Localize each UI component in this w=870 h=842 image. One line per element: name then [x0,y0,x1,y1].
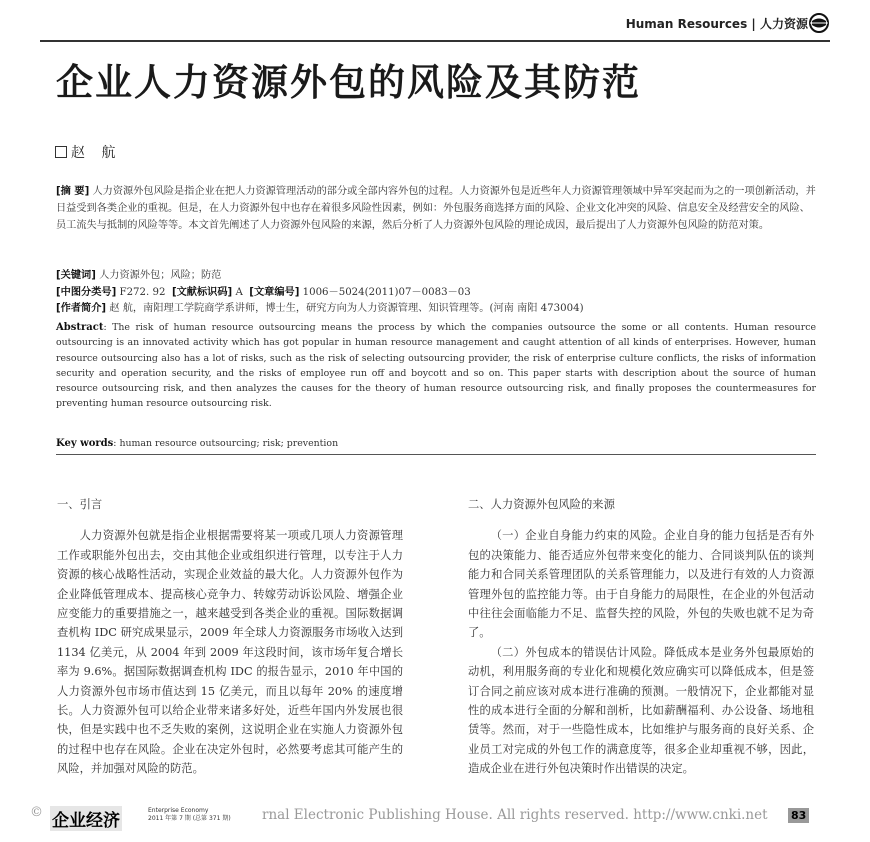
body-column-left [57,495,403,779]
class-value: F272. 92 [119,287,166,298]
section-heading-intro: 一、引言 [57,498,103,511]
journal-logo: 企业经济 [50,806,122,831]
keywords-en: Key words: human resource outsourcing; risk; prevention [56,438,339,449]
running-header-en: Human Resources [625,17,748,31]
running-header-cn: 人力资源 [759,17,808,31]
keywords-en-label: Key words [56,438,114,449]
author-info-label: [作者简介] [56,303,107,314]
author-info [56,301,816,318]
keywords-cn-text: 人力资源外包；风险；防范 [99,270,222,281]
abstract-en-text: The risk of human resource outsourcing means the process by which the companies outsource the some or all contents. Human resource outsourcing is an innovated activity which has got popular in human resource management and caught attention of all kinds of enterprises. However, human resource outsourcing also has a lot of risks, such as the risk of selecting outsourcing provider, the risk of enterprise culture conflicts, the risks of information security and operation security, and the risks of employee run off and boycott and so on. This paper starts with description about the source of human resource outsourcing risk, and then analyzes the causes for the theory of human resource outsourcing risk, and finally proposes the countermeasures for preventing human resource outsourcing risk. [56,322,817,410]
globe-logo-icon [808,12,830,34]
journal-issue [148,807,231,823]
meta-divider [56,454,816,455]
classification-line [56,285,816,302]
abstract-en: Abstract: The risk of human resource outsourcing means the process by which the companies outsource the some or all contents. Human resource outsourcing is an innovated activity which has got popular in human resource management and caught attention of all kinds of enterprises. However, human resource outsourcing also has a lot of risks, such as the risk of selecting outsourcing provider, the risk of enterprise culture conflicts, the risks of information security and operation security, and the risks of employee run off and boycott and so on. This paper starts with description about the source of human resource outsourcing risk, and then analyzes the causes for the theory of human resource outsourcing risk, and finally proposes the countermeasures for preventing human resource outsourcing risk. [56,322,817,410]
author-box-icon [55,146,67,158]
paragraph: （二）外包成本的错误估计风险。降低成本是业务外包最原始的动机，利用服务商的专业化和规模化效应确实可以降低成本，但是签订合同之前应该对成本进行准确的预测。一般情况下，企业都能对显性的成本进行全面的分解和剖析，比如薪酬福利、办公设备、场地租赁等。然而，对于一些隐性成本，比如维护与服务商的良好关系、企业员工对完成的外包工作的满意度等，很多企业却重视不够，因此，造成企业在进行外包决策时作出错误的决定。 [468,645,814,776]
paragraph: 人力资源外包就是指企业根据需要将某一项或几项人力资源管理工作或职能外包出去，交由其他企业或组织进行管理，以专注于人力资源的核心战略性活动，实现企业效益的最大化。人力资源外包作为企业降低管理成本、提高核心竞争力、转嫁劳动诉讼风险、增强企业应变能力的重要措施之一，越来越受到各类企业的重视。国际数据调查机构 IDC 研究成果显示，2009 年全球人力资源服务市场收入达到 1134 亿美元，从 2004 年到 2009 年这段时间，该市场年复合增长率为 9.6%。据国际数据调查机构 IDC 的报告显示，2010 年中国的人力资源外包市场市值达到 15 亿美元，而且以每年 20% 的速度增长。人力资源外包可以给企业带来诸多好处，近些年国内外发展也很快，但是实践中也不乏失败的案例，这说明企业在实施人力资源外包的过程中也存在风险。企业在决定外包时，必然要考虑其可能产生的风险，并加强对风险的防范。 [57,529,403,776]
journal-name-en: Enterprise Economy [148,807,209,814]
keywords-cn [56,268,816,285]
author-line [55,142,121,162]
running-header [626,15,808,32]
header-rule [40,40,830,42]
page-number: 83 [788,808,809,823]
doc-code-value: A [235,287,243,298]
doc-code-label: [文献标识码] [171,287,233,298]
abstract-en-label: Abstract [56,322,104,333]
article-no-value: 1006－5024(2011)07－0083－03 [302,287,471,298]
class-label: [中图分类号] [56,287,117,298]
article-no-label: [文章编号] [249,287,300,298]
abstract-cn [56,184,816,234]
copyright-symbol: © [30,805,43,820]
running-header-separator: | [751,17,756,31]
keywords-en-text: human resource outsourcing; risk; prevention [119,438,339,449]
author-info-text: 赵 航，南阳理工学院商学系讲师，博士生，研究方向为人力资源管理、知识管理等。(河南 南阳 473004) [109,303,584,314]
journal-issue-number: 2011 年第 7 期 (总第 371 期) [148,815,231,822]
keywords-cn-label: [关键词] [56,270,96,281]
copyright-notice: rnal Electronic Publishing House. All rights reserved. http://www.cnki.net [262,807,768,823]
article-title: 企业人力资源外包的风险及其防范 [56,61,641,104]
body-column-right [468,495,814,779]
section-heading-sources: 二、人力资源外包风险的来源 [468,498,615,511]
abstract-cn-label: [摘 要] [56,186,90,197]
abstract-cn-text: 人力资源外包风险是指企业在把人力资源管理活动的部分或全部内容外包的过程。人力资源外包是近些年人力资源管理领域中异军突起而为之的一项创新活动，并日益受到各类企业的重视。但是，在人力资源外包中也存在着很多风险性因素，例如：外包服务商选择方面的风险、企业文化冲突的风险、信息安全及经营安全的风险、员工流失与抵制的风险等等。本文首先阐述了人力资源外包风险的来源，然后分析了人力资源外包风险的理论成因，最后提出了人力资源外包风险的防范对策。 [56,186,816,231]
paragraph: （一）企业自身能力约束的风险。企业自身的能力包括是否有外包的决策能力、能否适应外包带来变化的能力、合同谈判队伍的谈判能力和合同关系管理团队的关系管理能力，以及进行有效的人力资源管理外包的监控能力等。由于自身能力的局限性，在企业的外包活动中往往会面临能力不足、监督失控的风险，外包的失败也就不足为奇了。 [468,529,814,640]
author-name: 赵 航 [71,145,122,161]
